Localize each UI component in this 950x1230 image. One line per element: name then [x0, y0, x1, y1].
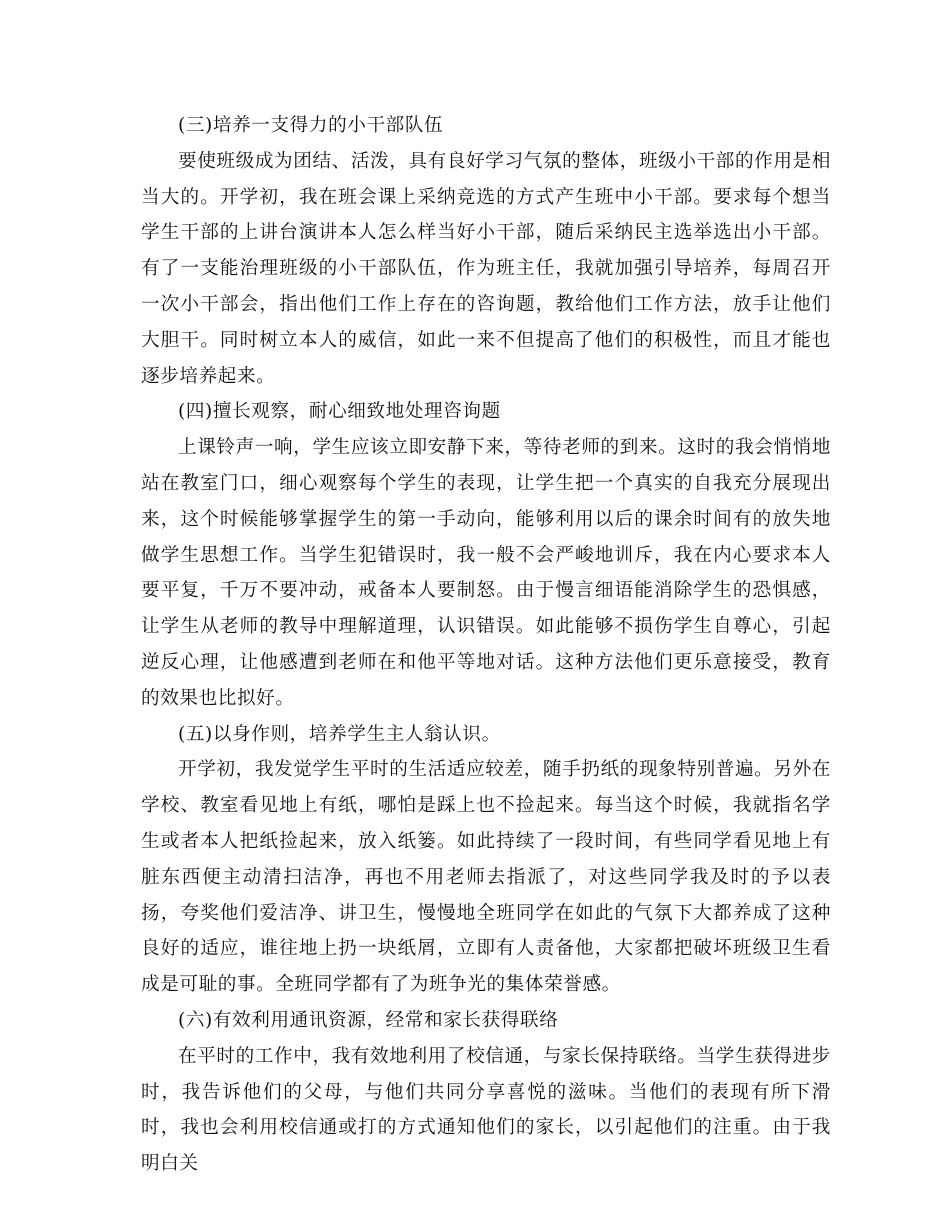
section-heading-5: (五)以身作则，培养学生主人翁认识。: [178, 723, 501, 745]
section-heading-6: (六)有效利用通讯资源，经常和家长获得联络: [178, 1009, 559, 1031]
section-paragraph-4: 上课铃声一响，学生应该立即安静下来，等待老师的到来。这时的我会悄悄地站在教室门口，细心观察每个学生的表现，让学生把一个真实的自我充分展现出来，这个时候能够掌握学生的第一手动向，能够利用以后的课余时间有的放失地做学生思想工作。当学生犯错误时，我一般不会严峻地训斥，我在内心要求本人要平复，千万不要冲动，戒备本人要制怒。由于慢言细语能消除学生的恐惧感，让学生从老师的教导中理解道理，认识错误。如此能够不损伤学生自尊心，引起逆反心理，让他感遭到老师在和他平等地对话。这种方法他们更乐意接受，教育的效果也比拟好。: [141, 437, 831, 709]
section-heading-4: (四)擅长观察，耐心细致地处理咨询题: [178, 401, 501, 423]
section-paragraph-5: 开学初，我发觉学生平时的生活适应较差，随手扔纸的现象特别普遍。另外在学校、教室看见地上有纸，哪怕是踩上也不捡起来。每当这个时候，我就指名学生或者本人把纸捡起来，放入纸篓。如此持续了一段时间，有些同学看见地上有脏东西便主动清扫洁净，再也不用老师去指派了，对这些同学我及时的予以表扬，夸奖他们爱洁净、讲卫生，慢慢地全班同学在如此的气氛下大都养成了这种良好的适应，谁往地上扔一块纸屑，立即有人责备他，大家都把破坏班级卫生看成是可耻的事。全班同学都有了为班争光的集体荣誉感。: [141, 759, 831, 996]
document-body: [141, 108, 831, 1182]
section-heading-3: (三)培养一支得力的小干部队伍: [178, 115, 444, 136]
section-paragraph-6: 在平时的工作中，我有效地利用了校信通，与家长保持联络。当学生获得进步时，我告诉他们的父母，与他们共同分享喜悦的滋味。当他们的表现有所下滑时，我也会利用校信通或打的方式通知他们的家长，以引起他们的注重。由于我明白关: [141, 1045, 831, 1175]
section-paragraph-3: 要使班级成为团结、活泼，具有良好学习气氛的整体，班级小干部的作用是相当大的。开学初，我在班会课上采纳竞选的方式产生班中小干部。要求每个想当学生干部的上讲台演讲本人怎么样当好小干部，随后采纳民主选举选出小干部。有了一支能治理班级的小干部队伍，作为班主任，我就加强引导培养，每周召开一次小干部会，指出他们工作上存在的咨询题，教给他们工作方法，放手让他们大胆干。同时树立本人的威信，如此一来不但提高了他们的积极性，而且才能也逐步培养起来。: [141, 150, 831, 387]
